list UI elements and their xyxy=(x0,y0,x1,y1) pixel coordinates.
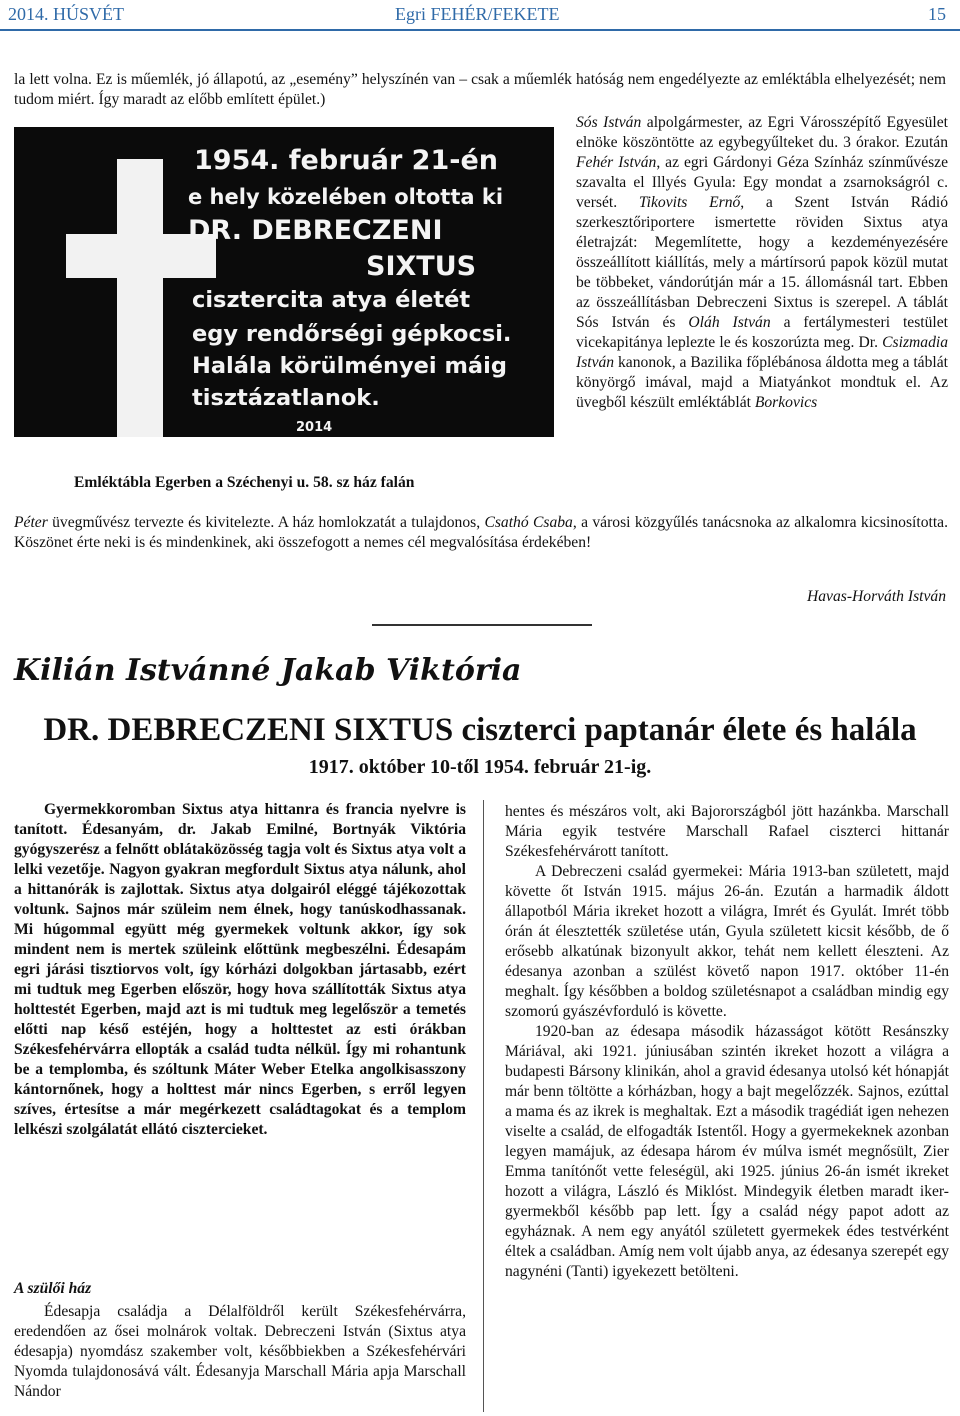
person-name: Csizmadia István xyxy=(576,334,948,371)
page-number: 15 xyxy=(928,4,946,24)
text-run: , a Szent István Rádió szerkesztőriportere ismertette röviden Sixtus atya életrajzát: Megemlítette, hogy a kezdeményezésére összeállított kiállítás, mely a mártírsorú papok közül mutat be többeket, vándorútján már a 15. állomásnál tart. Ebben az összeállításban Debreczeni Sixtus is szerepel. A táblát Sós István és xyxy=(576,194,949,331)
plaque-line-8: tisztázatlanok. xyxy=(192,385,380,411)
plaque-line-6: egy rendőrségi gépkocsi. xyxy=(192,321,512,347)
person-name: Csathó Csaba xyxy=(484,514,573,531)
person-name: Péter xyxy=(14,514,48,531)
cross-vertical xyxy=(117,159,163,437)
section-subheading: A szülői ház xyxy=(14,1280,92,1297)
section-separator xyxy=(372,624,592,626)
text-run: alpolgármester, az Egri Városszépítő Egyesület elnöke köszöntötte az egybegyűlteket du. 3 órakor. Ezután xyxy=(576,114,949,151)
intro-paragraph: la lett volna. Ez is műemlék, jó állapotú, az „esemény” helyszínén van – csak a műemlék hatóság nem engedélyezte az emléktábla elhelyezését; nem tudom miért. Így maradt az előbb említett épület.) xyxy=(14,71,946,108)
article-title: DR. DEBRECZENI SIXTUS ciszterci paptanár élete és halála xyxy=(43,712,917,748)
continued-paragraph: hentes és mészáros volt, aki Bajorországból jött hazánkba. Marschall Mária egyik testvére Marschall Rafael ciszterci hittanár Székesfehérvárott tanított. xyxy=(505,803,949,860)
plaque-caption: Emléktábla Egerben a Széchenyi u. 58. sz ház falán xyxy=(74,474,415,491)
plaque-line-4: SIXTUS xyxy=(366,251,477,282)
second-marriage-paragraph: 1920-ban az édesapa második házasságot kötött Resánszky Máriával, aki 1921. júniusában szintén ikreket hozott a világra a budapesti Bársony klinikán, ahol a gravid édesanya utolsó két hónapját már benn töltötte a kórházban, hogy a bajt megelőzzék. Sajnos, ezúttal a mama és az ikrek is meghaltak. Ezt a második tragédiát igen nehezen viselte a család, de elfogadták Istentől. Hogy a gyermekeknek azonban legyen mamájuk, az édesapa három év múlva ismét megnősült, Zier Emma tanítónőt vette feleségül, aki 1925. június 26-án ismét ikreket hozott a világra, László és Miklóst. Mindegyik életben maradt iker-gyermekből később pap lett. Így a család négy papot adott az egyháznak. A nem egy anyától született gyermekek édes testvérként éltek a családban. Amíg nem volt újabb anya, az édesanya szerepét egy nagynéni (Tanti) igyekezett betölteni. xyxy=(505,1023,949,1280)
text-run: üvegművész tervezte és kivitelezte. A ház homlokzatát a tulajdonos, xyxy=(47,514,485,531)
page-header xyxy=(0,0,960,30)
publication-title: Egri FEHÉR/FEKETE xyxy=(395,4,560,24)
memorial-plaque-photo xyxy=(14,127,554,437)
plaque-line-3: DR. DEBRECZENI xyxy=(188,215,443,246)
ceremony-paragraph xyxy=(576,113,948,413)
person-name: Borkovics xyxy=(754,394,818,411)
text-run: a fertálymesteri testület vicekapitánya leplezte le és koszorúzta meg. Dr. xyxy=(576,314,948,351)
column-divider xyxy=(483,800,484,1412)
article-dates: 1917. október 10-től 1954. február 21-ig. xyxy=(308,756,652,778)
plaque-line-1: 1954. február 21-én xyxy=(194,145,498,176)
signature: Havas-Horváth István xyxy=(806,588,946,605)
right-column-body xyxy=(505,802,949,1282)
person-name: Tikovits Ernő xyxy=(638,194,741,211)
text-run: , az egri Gárdonyi Géza Színház színművésze szavalta el Illyés Gyula: Egy mondat a zsarnokságról c. versét. xyxy=(576,154,948,211)
plaque-line-7: Halála körülményei máig xyxy=(192,353,507,379)
person-name: Fehér István xyxy=(576,154,657,171)
plaque-year: 2014 xyxy=(296,420,333,435)
text-run: , a városi közgyűlés tanácsnoka az alkalomra kicsinosította. Köszönet érte neki is és mindenkinek, aki összefogott a nemes cél megvalósítása érdekében! xyxy=(14,514,948,551)
text-run: kanonok, a Bazilika főplébánosa áldotta meg a táblát könyörgő imával, majd a Miatyánkot mondtuk el. Az üvegből készült emléktáblát xyxy=(576,354,948,411)
issue-label: 2014. HÚSVÉT xyxy=(8,4,124,24)
plaque-line-2: e hely közelében oltotta ki xyxy=(188,185,504,209)
family-paragraph: A Debreczeni család gyermekei: Mária 1913-ban született, majd követte őt István 1915. május 26-án. Ezután a harmadik áldott állapotból Mária ikreket hozott a világra, Imrét és Gyulát. Imrét több órán át élesztették születése után, Gyula született kicsit később, de ő erősebb alkatúnak bizonyult akkor, tehát nem kellett éleszteni. Az édesanya azonban a szülést követő napon 1917. október 11-én meghalt. Így későbben a boldog születésnapot a családban mindig egy szomorú gyászévforduló is követte. xyxy=(505,863,949,1020)
ceremony-continuation xyxy=(14,513,948,553)
parents-paragraph: Édesapja családja a Délalföldről került Székesfehérvárra, eredendően az ősei molnárok voltak. Debreczeni István (Sixtus atya édesapja) nyomdász szakember volt, későbbiekben a Székesfehérvári Nyomda tulajdonosává vált. Édesanyja Marschall Mária apja Marschall Nándor xyxy=(14,1303,466,1400)
header-rule xyxy=(0,29,960,31)
person-name: Sós István xyxy=(576,114,642,131)
person-name: Oláh István xyxy=(688,314,771,331)
plaque-line-5: cisztercita atya életét xyxy=(192,287,471,313)
intro-bold-paragraph: Gyermekkoromban Sixtus atya hittanra és francia nyelvre is tanított. Édesanyám, dr. Jakab Emilné, Bortnyák Viktória gyógyszerész a felnőtt oblátaközösség tagja volt és Sixtus atya volt a lelki vezetője. Nagyon gyakran megfordult Sixtus atya nálunk, ahol a hittanórák is zajlottak. Sixtus atya dolgairól eléggé tájékozottak voltunk. Sajnos már szüleim nem élnek, hogy tanúskodhassanak. Mi húgommal együtt még gyermekek voltunk akkor, így sok mindent nem is mertek szüleink előttünk megbeszélni. Édesapám egri járási tisztiorvos volt, így kórházi dolgokban jártasabb, ezért mi tudtuk meg Egerben először, hogy hova szállították Sixtus atya holttestét Egerben, majd azt is mi tudtuk meg legelőször a temetés előtti nap késő estéjén, hogy a holttestet az esti órákban Székesfehérvárra ellopták a család tudta nélkül. Így mi rohantunk be a templomba, és szóltunk Máter Weber Etelka angolkisasszony kántornőnek, hogy a holttest már nincs Egerben, s erről legyen szíves, értesítse a már megérkezett családtagokat és a templom lelkészi szolgálatát ellátó cisztercieket. xyxy=(14,801,466,1138)
author-name: Kilián Istvánné Jakab Viktória xyxy=(14,653,522,688)
